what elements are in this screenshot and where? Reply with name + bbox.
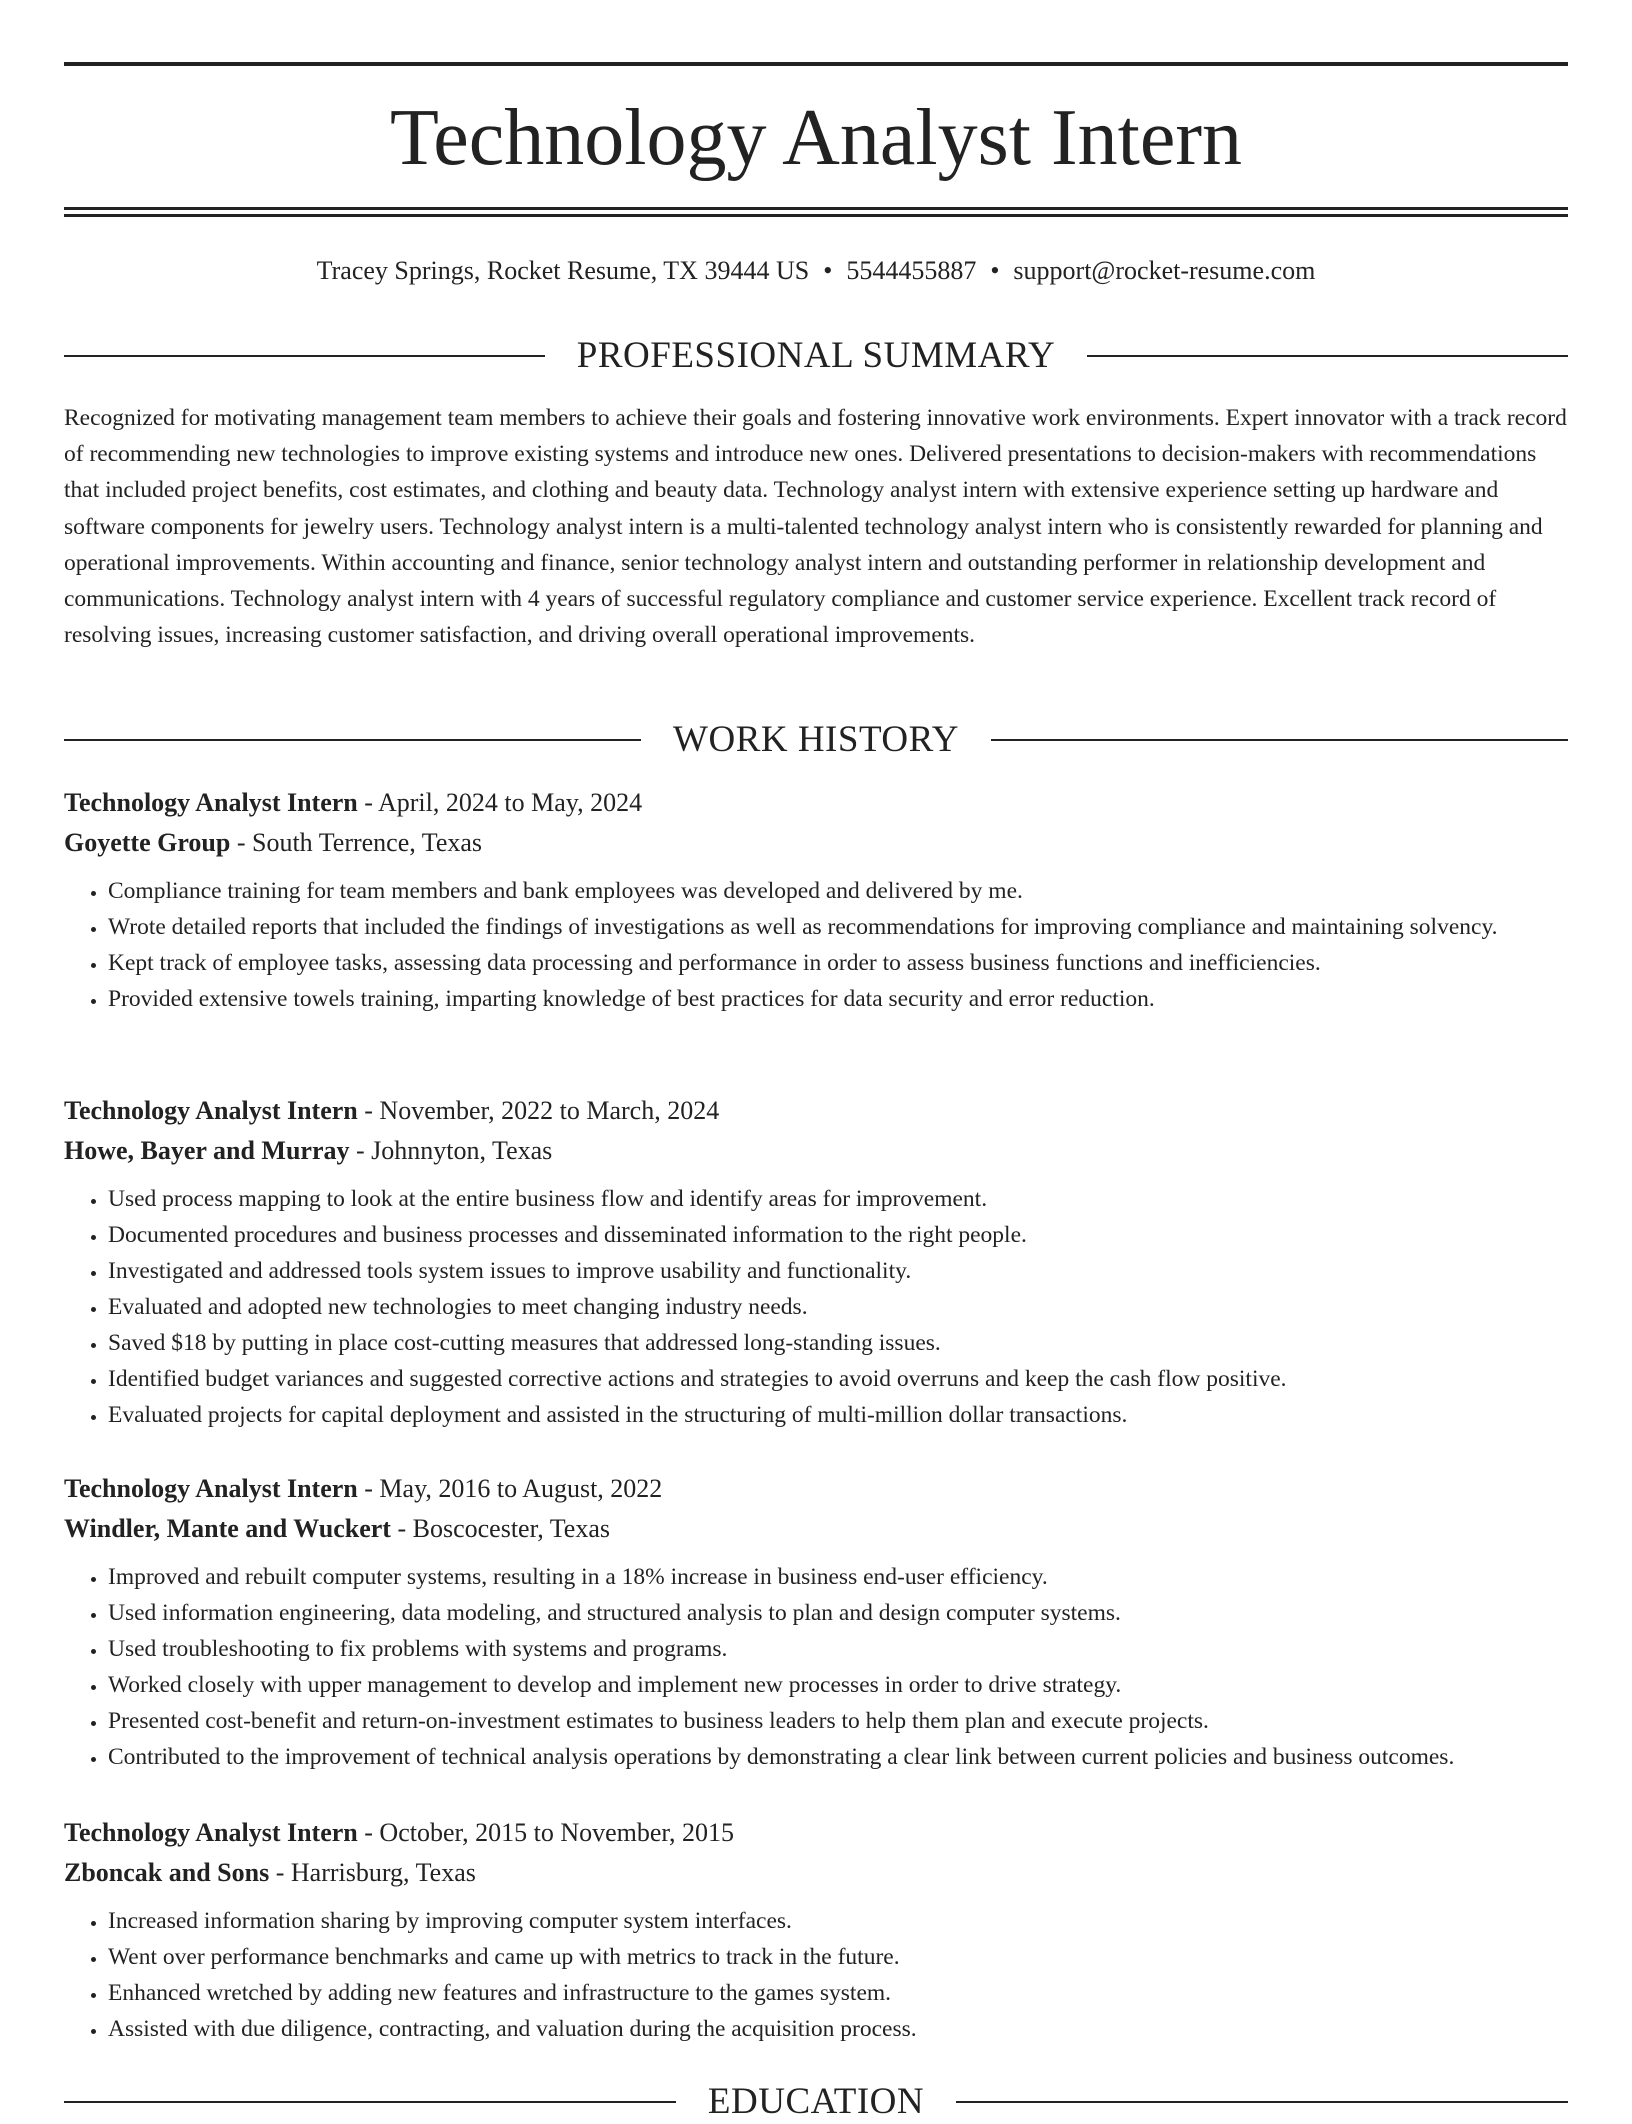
- job-bullet: • Assisted with due diligence, contracting, and valuation during the acquisition process.: [108, 2011, 1568, 2047]
- job-title-line: [64, 1091, 1568, 1131]
- job-company-line: [64, 1853, 1568, 1893]
- page-title: Technology Analyst Intern: [390, 94, 1242, 182]
- heading-rule-right: [991, 739, 1568, 741]
- job-bullet: • Increased information sharing by improving computer system interfaces.: [108, 1903, 1568, 1939]
- job-title: Technology Analyst Intern: [64, 1818, 358, 1847]
- job-company-line: [64, 1131, 1568, 1171]
- job-company-line: [64, 1509, 1568, 1549]
- job-title: Technology Analyst Intern: [64, 1474, 358, 1503]
- professional-summary-text: Recognized for motivating management team members to achieve their goals and fostering innovative work environments. Expert innovator with a track record of recommending new technologies to improve existing systems and introduce new ones. Delivered presentations to decision-makers with recommendations that included project benefits, cost estimates, and clothing and beauty data. Technology analyst intern with extensive experience setting up hardware and software components for jewelry users. Technology analyst intern is a multi-talented technology analyst intern who is consistently rewarded for planning and operational improvements. Within accounting and finance, senior technology analyst intern and outstanding performer in relationship development and communications. Technology analyst intern with 4 years of successful regulatory compliance and customer service experience. Excellent track record of resolving issues, increasing customer satisfaction, and driving overall operational improvements.: [64, 405, 1567, 649]
- job-dates: - October, 2015 to November, 2015: [357, 1818, 735, 1847]
- work-history-heading-label: WORK HISTORY: [673, 719, 959, 760]
- job-entry: [64, 1813, 1568, 2047]
- work-history-section-heading: [64, 718, 1568, 762]
- job-entry: [64, 783, 1568, 1017]
- header-top-rule: [64, 62, 1568, 66]
- education-heading-label: EDUCATION: [707, 2081, 925, 2122]
- contact-phone: 5544455887: [846, 256, 977, 285]
- job-bullet: • Improved and rebuilt computer systems, resulting in a 18% increase in business end-user efficiency.: [108, 1559, 1568, 1595]
- job-bullet: • Provided extensive towels training, imparting knowledge of best practices for data security and error reduction.: [108, 981, 1568, 1017]
- heading-rule-right: [1087, 355, 1568, 357]
- job-company: Windler, Mante and Wuckert: [64, 1514, 391, 1543]
- job-bullet: • Used information engineering, data modeling, and structured analysis to plan and design computer systems.: [108, 1595, 1568, 1631]
- contact-separator: •: [823, 256, 833, 285]
- job-company-line: [64, 823, 1568, 863]
- education-section-heading: [64, 2080, 1568, 2124]
- job-bullet: • Identified budget variances and suggested corrective actions and strategies to avoid overruns and keep the cash flow positive.: [108, 1361, 1568, 1397]
- contact-email: support@rocket-resume.com: [1013, 256, 1316, 285]
- heading-rule-left: [64, 2101, 676, 2103]
- job-company: Goyette Group: [64, 828, 231, 857]
- heading-rule-left: [64, 355, 545, 357]
- job-bullet: • Evaluated and adopted new technologies to meet changing industry needs.: [108, 1289, 1568, 1325]
- job-bullet: • Wrote detailed reports that included the findings of investigations as well as recommendations for improving compliance and maintaining solvency.: [108, 909, 1568, 945]
- job-location: - South Terrence, Texas: [230, 828, 483, 857]
- job-bullet-list: [64, 1559, 1568, 1775]
- job-title-line: [64, 1813, 1568, 1853]
- job-bullet: • Worked closely with upper management to develop and implement new processes in order to drive strategy.: [108, 1667, 1568, 1703]
- header-divider-upper: [64, 207, 1568, 210]
- job-bullet: • Contributed to the improvement of technical analysis operations by demonstrating a clear link between current policies and business outcomes.: [108, 1739, 1568, 1775]
- job-dates: - May, 2016 to August, 2022: [357, 1474, 663, 1503]
- job-bullet: • Evaluated projects for capital deployment and assisted in the structuring of multi-million dollar transactions.: [108, 1397, 1568, 1433]
- job-title-line: [64, 1469, 1568, 1509]
- job-bullet: • Used troubleshooting to fix problems with systems and programs.: [108, 1631, 1568, 1667]
- job-entry: [64, 1469, 1568, 1775]
- job-entry: [64, 1091, 1568, 1433]
- job-location: - Harrisburg, Texas: [269, 1858, 476, 1887]
- job-title: Technology Analyst Intern: [64, 1096, 358, 1125]
- job-bullet: • Enhanced wretched by adding new features and infrastructure to the games system.: [108, 1975, 1568, 2011]
- heading-rule-right: [956, 2101, 1568, 2103]
- job-bullet: • Investigated and addressed tools system issues to improve usability and functionality.: [108, 1253, 1568, 1289]
- contact-address: Tracey Springs, Rocket Resume, TX 39444 US: [316, 256, 810, 285]
- job-bullet-list: [64, 873, 1568, 1017]
- contact-separator: •: [990, 256, 1000, 285]
- job-title: Technology Analyst Intern: [64, 788, 358, 817]
- job-location: - Boscocester, Texas: [390, 1514, 611, 1543]
- job-bullet: • Presented cost-benefit and return-on-investment estimates to business leaders to help them plan and execute projects.: [108, 1703, 1568, 1739]
- heading-rule-left: [64, 739, 641, 741]
- job-title-line: [64, 783, 1568, 823]
- job-dates: - April, 2024 to May, 2024: [357, 788, 643, 817]
- summary-section-heading: [64, 334, 1568, 378]
- job-company: Zboncak and Sons: [64, 1858, 270, 1887]
- job-bullet: • Used process mapping to look at the entire business flow and identify areas for improvement.: [108, 1181, 1568, 1217]
- job-dates: - November, 2022 to March, 2024: [357, 1096, 720, 1125]
- job-bullet: • Documented procedures and business processes and disseminated information to the right people.: [108, 1217, 1568, 1253]
- header-divider-lower: [64, 214, 1568, 217]
- job-bullet: • Kept track of employee tasks, assessing data processing and performance in order to assess business functions and inefficiencies.: [108, 945, 1568, 981]
- summary-heading-label: PROFESSIONAL SUMMARY: [576, 335, 1056, 376]
- job-bullet-list: [64, 1903, 1568, 2047]
- contact-line: [64, 254, 1568, 288]
- job-bullet: • Went over performance benchmarks and came up with metrics to track in the future.: [108, 1939, 1568, 1975]
- job-bullet-list: [64, 1181, 1568, 1433]
- job-company: Howe, Bayer and Murray: [64, 1136, 350, 1165]
- job-location: - Johnnyton, Texas: [349, 1136, 553, 1165]
- job-bullet: • Compliance training for team members and bank employees was developed and delivered by me.: [108, 873, 1568, 909]
- job-bullet: • Saved $18 by putting in place cost-cutting measures that addressed long-standing issues.: [108, 1325, 1568, 1361]
